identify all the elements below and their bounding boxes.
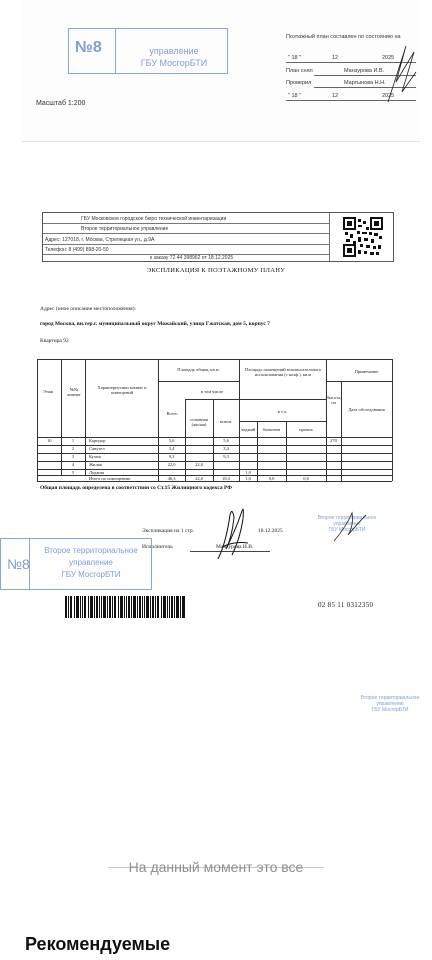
cell-room-no: 5: [71, 469, 75, 475]
document-page-1: [22, 0, 420, 142]
end-of-list-text: На данный момент это все: [128, 859, 304, 875]
stamp-line: ГБУ МосгорБТИ: [371, 707, 409, 713]
cell-room-no: 4: [71, 462, 75, 467]
cell-room-name: Жилая: [89, 462, 102, 467]
explication-table: [37, 359, 392, 481]
totals-label: Итого по помещению: [88, 475, 131, 481]
totals-main: 22,0: [195, 475, 203, 481]
executor-label: Исполнитель: [142, 544, 173, 550]
cell-aux: 9,3: [223, 454, 229, 459]
cell-room-name: Лоджия: [89, 469, 104, 475]
totals-total: 40,3: [167, 475, 176, 481]
check-date-day: " 18 ": [288, 93, 302, 99]
col-characteristics: Характеристики комнат и помещений: [97, 385, 147, 395]
qr-code: [343, 217, 383, 257]
org-name: ГБУ Московское городское бюро технической инвентаризации: [81, 216, 227, 222]
explication-date: 18.12.2025: [258, 528, 283, 534]
stamp-signature: [330, 509, 370, 545]
cell-aux: 5,6: [223, 438, 229, 443]
cell-room-no: 1: [71, 438, 75, 443]
col-loggia: лоджий: [240, 427, 256, 432]
col-room-no: №№ комнат: [67, 387, 81, 397]
cell-total: 9,3: [168, 454, 175, 459]
col-survey-date: Дата обследования: [348, 407, 385, 412]
surveyor-label: План снял: [286, 68, 313, 74]
cell-loggia: 1,0: [245, 469, 251, 475]
cell-room-name: Санузел: [89, 446, 105, 451]
org-address: Адрес: 127018, г. Москва, Стрелецкая ул., д.9А: [45, 237, 155, 243]
plan-date-year: 2025: [382, 55, 395, 61]
cell-floor: 10: [47, 438, 52, 443]
cell-total: 3,4: [168, 446, 175, 451]
dept-name: Второе территориальное управление: [81, 226, 169, 232]
explication-pages: Экспликация на 1 стр.: [142, 528, 194, 534]
surveyor-name: Манзурова И.В.: [344, 68, 385, 74]
cell-total: 5,6: [168, 438, 175, 443]
stamp-line: управление: [69, 558, 113, 567]
plan-date-day: " 18 ": [288, 55, 302, 61]
plan-date-month: 12: [332, 55, 339, 61]
address-label: Адрес (иное описание местоположения):: [40, 306, 137, 312]
cell-room-no: 2: [71, 446, 75, 451]
col-floor: Этаж: [43, 389, 54, 394]
totals-loggia: 1,0: [245, 475, 251, 481]
order-reference: к заказу 72 44 398962 от 18.12.2025: [150, 255, 234, 261]
cell-total: 22,0: [167, 462, 176, 467]
col-including: в том числе: [200, 389, 224, 394]
cell-height: 270: [330, 438, 337, 443]
bti-stamp: [0, 538, 152, 590]
stamp-line: ГБУ МосгорБТИ: [140, 58, 208, 68]
totals-aux: 18,3: [222, 475, 230, 481]
cell-room-no: 3: [71, 454, 75, 459]
col-total: Всего: [166, 411, 178, 416]
checker-label: Проверил: [286, 80, 312, 86]
stamp-line: управление: [149, 46, 199, 56]
cell-aux: 3,4: [223, 446, 229, 451]
col-total-area: Площадь общая, кв.м.: [177, 367, 220, 372]
col-main: основная (жилая): [190, 417, 208, 427]
check-date-month: 12: [332, 93, 339, 99]
bti-stamp-small: [360, 695, 420, 713]
stamp-line: ГБУ МосгорБТИ: [328, 527, 366, 533]
cell-main: 22,0: [195, 462, 203, 467]
stamp-line: Второе территориальное: [44, 546, 138, 555]
col-including-2: в т.ч.: [277, 409, 288, 414]
col-aux: вспом.: [219, 419, 233, 424]
stamp-line: Второе территориальное: [317, 515, 377, 521]
totals-other: 0,0: [303, 475, 309, 481]
org-phone: Телефон: 8 (499) 898-20-50: [45, 247, 109, 253]
plan-signature-box: [284, 28, 418, 108]
col-balcony: балконов: [262, 427, 281, 432]
totals-balcony: 0,0: [268, 475, 275, 481]
stamp-line: Второе территориальное: [360, 695, 420, 701]
col-height: Высота, см: [326, 395, 342, 405]
barcode-number: 02 85 11 0312350: [318, 601, 374, 609]
col-other: прочих: [299, 427, 313, 432]
signature-scribble: [384, 42, 418, 106]
col-aux-area: Площадь помещений вспомогательного использования (с коэф.), кв.м: [244, 367, 322, 377]
plan-scale: Масштаб 1:200: [36, 100, 86, 107]
address-value: город Москва, вн.тер.г. муниципальный округ Можайский, улица Гжатская, дом 5, корпус 7: [40, 321, 270, 327]
stamp-number: №8: [75, 39, 102, 56]
bti-stamp: [68, 28, 228, 74]
cell-room-name: Кухня: [89, 454, 101, 459]
document-barcode: [65, 596, 185, 618]
total-area-note: Общая площадь определена в соответствии со Ст.15 Жилищного кодекса РФ: [40, 485, 233, 491]
end-of-list: [0, 859, 432, 875]
flat-number: Квартира 92: [40, 338, 69, 344]
plan-state-label: Поэтажный план составлен по состоянию на: [286, 34, 401, 40]
stamp-line: ГБУ МосгорБТИ: [61, 570, 121, 579]
document-page-2: [0, 183, 432, 815]
cell-room-name: Коридор: [89, 438, 106, 443]
recommended-section-title: Рекомендуемые: [25, 934, 171, 954]
col-note: Примечание: [354, 369, 379, 374]
executor-signature: [212, 503, 252, 563]
check-date-year: 2025: [382, 93, 395, 99]
stamp-line: управление: [333, 521, 361, 527]
stamp-number: №8: [7, 556, 30, 572]
document-title: ЭКСПЛИКАЦИЯ К ПОЭТАЖНОМУ ПЛАНУ: [146, 267, 286, 274]
executor-name: Манзурова И.В.: [216, 544, 254, 550]
checker-name: Мартынова Н.Н.: [344, 80, 386, 86]
stamp-line: управление: [376, 701, 404, 707]
